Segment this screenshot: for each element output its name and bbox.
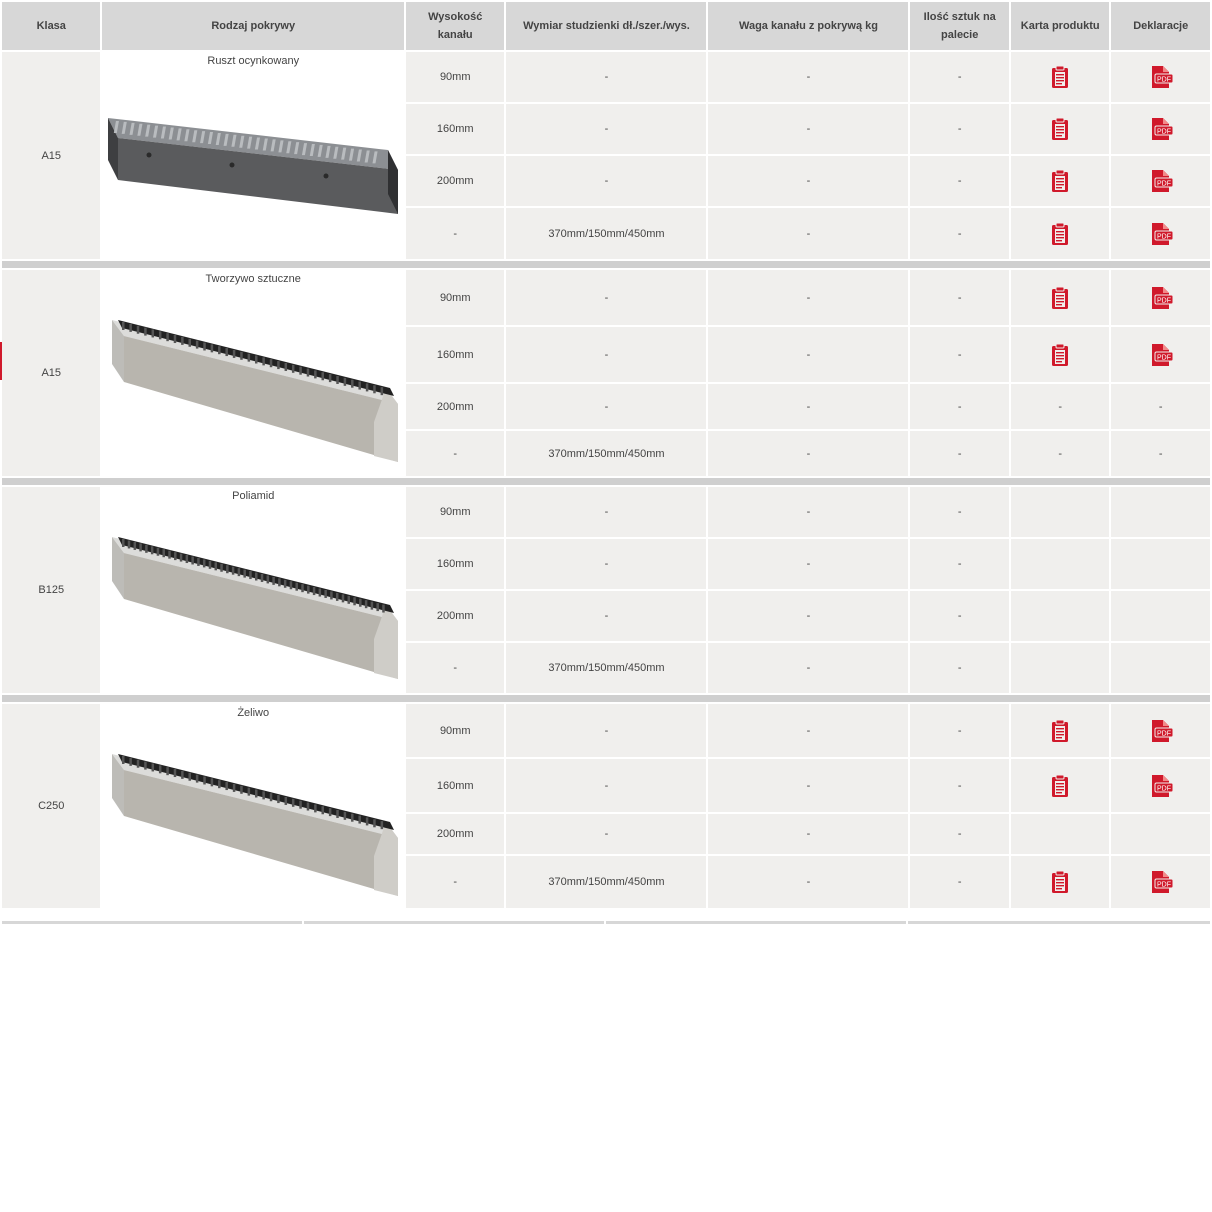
table-row [2, 270, 1210, 325]
pallet-qty-cell: - [910, 384, 1008, 429]
cover-cell [102, 487, 404, 693]
declaration-cell [1111, 591, 1210, 641]
channel-height-cell: - [406, 208, 504, 259]
dimensions-cell: - [506, 539, 706, 589]
dimensions-cell: - [506, 52, 706, 102]
dimensions-cell: - [506, 270, 706, 325]
weight-cell: - [708, 270, 908, 325]
pallet-qty-cell: - [910, 704, 1008, 757]
channel-height-cell: 200mm [406, 156, 504, 206]
pallet-qty-cell: - [910, 52, 1008, 102]
group-separator [2, 478, 1210, 485]
product-card-icon[interactable] [1050, 870, 1070, 894]
channel-height-cell: 160mm [406, 759, 504, 812]
product-card-icon[interactable] [1050, 169, 1070, 193]
product-card-cell [1011, 759, 1109, 812]
pallet-qty-cell: - [910, 643, 1008, 693]
pdf-icon[interactable] [1148, 719, 1174, 743]
channel-height-cell: 200mm [406, 384, 504, 429]
channel-height-cell: 160mm [406, 104, 504, 154]
col-karta-produktu: Karta produktu [1011, 2, 1109, 50]
product-card-icon[interactable] [1050, 343, 1070, 367]
dimensions-cell: - [506, 591, 706, 641]
pallet-qty-cell: - [910, 539, 1008, 589]
channel-height-cell: - [406, 431, 504, 476]
cover-type-label: Ruszt ocynkowany [207, 55, 300, 67]
weight-cell: - [708, 327, 908, 382]
col-ilosc-line1: Ilość sztuk na [923, 11, 996, 23]
weight-cell: - [708, 208, 908, 259]
klasa-cell: A15 [2, 52, 100, 259]
channel-height-cell: 90mm [406, 270, 504, 325]
pdf-icon[interactable] [1148, 169, 1174, 193]
declaration-cell: - [1111, 384, 1210, 429]
footer-divider [304, 921, 604, 924]
product-card-icon[interactable] [1050, 286, 1070, 310]
pallet-qty-cell: - [910, 156, 1008, 206]
declaration-cell [1111, 856, 1210, 908]
dimensions-cell: - [506, 327, 706, 382]
product-card-cell [1011, 208, 1109, 259]
footer-divider [908, 921, 1210, 924]
product-card-cell [1011, 52, 1109, 102]
weight-cell: - [708, 52, 908, 102]
declaration-cell [1111, 270, 1210, 325]
declaration-cell [1111, 208, 1210, 259]
pallet-qty-cell: - [910, 208, 1008, 259]
declaration-cell [1111, 759, 1210, 812]
dimensions-cell: 370mm/150mm/450mm [506, 431, 706, 476]
pallet-qty-cell: - [910, 431, 1008, 476]
pdf-icon[interactable] [1148, 117, 1174, 141]
cover-cell [102, 52, 404, 259]
product-card-cell [1011, 487, 1109, 537]
dimensions-cell: 370mm/150mm/450mm [506, 208, 706, 259]
weight-cell: - [708, 384, 908, 429]
col-waga: Waga kanału z pokrywą kg [708, 2, 908, 50]
dimensions-cell: - [506, 704, 706, 757]
channel-height-cell: 200mm [406, 814, 504, 854]
weight-cell: - [708, 591, 908, 641]
cover-type-label: Poliamid [232, 490, 275, 502]
drainage-channel-image [104, 302, 404, 475]
pdf-icon-label: PDF [1156, 354, 1171, 361]
separator-bar [2, 695, 1210, 702]
dimensions-cell: - [506, 104, 706, 154]
pallet-qty-cell: - [910, 591, 1008, 641]
footer-divider [2, 921, 302, 924]
pdf-icon-label: PDF [1156, 76, 1171, 84]
product-card-cell [1011, 814, 1109, 854]
klasa-cell: A15 [2, 270, 100, 476]
pallet-qty-cell: - [910, 759, 1008, 812]
pdf-icon-label: PDF [1156, 881, 1171, 889]
product-card-cell [1011, 156, 1109, 206]
product-card-cell: - [1011, 384, 1109, 429]
product-card-icon[interactable] [1050, 774, 1070, 798]
pallet-qty-cell: - [910, 814, 1008, 854]
pdf-icon[interactable] [1148, 343, 1174, 367]
channel-height-cell: 200mm [406, 591, 504, 641]
dimensions-cell: - [506, 487, 706, 537]
channel-height-cell: - [406, 856, 504, 908]
channel-height-cell: 90mm [406, 704, 504, 757]
weight-cell: - [708, 643, 908, 693]
declaration-cell [1111, 487, 1210, 537]
col-wymiar: Wymiar studzienki dł./szer./wys. [506, 2, 706, 50]
dimensions-cell: - [506, 384, 706, 429]
declaration-cell [1111, 814, 1210, 854]
pallet-qty-cell: - [910, 856, 1008, 908]
dimensions-cell: - [506, 759, 706, 812]
product-card-icon[interactable] [1050, 222, 1070, 246]
footer-divider [606, 921, 906, 924]
channel-height-cell: 90mm [406, 52, 504, 102]
dimensions-cell: - [506, 156, 706, 206]
col-deklaracje: Deklaracje [1111, 2, 1210, 50]
declaration-cell [1111, 104, 1210, 154]
pdf-icon-label: PDF [1156, 180, 1171, 188]
pdf-icon-label: PDF [1156, 297, 1171, 304]
header-row [2, 2, 1210, 50]
weight-cell: - [708, 539, 908, 589]
pallet-qty-cell: - [910, 327, 1008, 382]
product-card-cell [1011, 704, 1109, 757]
product-card-cell: - [1011, 431, 1109, 476]
cover-type-label: Tworzywo sztuczne [205, 273, 301, 285]
pallet-qty-cell: - [910, 270, 1008, 325]
weight-cell: - [708, 856, 908, 908]
pallet-qty-cell: - [910, 487, 1008, 537]
channel-height-cell: 160mm [406, 539, 504, 589]
product-card-cell [1011, 270, 1109, 325]
weight-cell: - [708, 431, 908, 476]
cover-cell [102, 270, 404, 476]
col-wysokosc-line1: Wysokość [428, 11, 483, 23]
product-card-icon[interactable] [1050, 117, 1070, 141]
dimensions-cell: - [506, 814, 706, 854]
product-card-cell [1011, 856, 1109, 908]
channel-height-cell: 160mm [406, 327, 504, 382]
separator-bar [2, 478, 1210, 485]
pdf-icon[interactable] [1148, 222, 1174, 246]
dimensions-cell: 370mm/150mm/450mm [506, 643, 706, 693]
pdf-icon-label: PDF [1156, 233, 1171, 240]
product-card-icon[interactable] [1050, 65, 1070, 89]
group-separator [2, 261, 1210, 268]
col-wysokosc [406, 2, 504, 50]
drainage-channel-image [104, 736, 404, 909]
product-card-cell [1011, 591, 1109, 641]
cover-type-label: Żeliwo [237, 707, 270, 719]
col-ilosc [910, 2, 1008, 50]
cover-cell [102, 704, 404, 908]
weight-cell: - [708, 704, 908, 757]
table-row [2, 704, 1210, 757]
separator-bar [2, 261, 1210, 268]
product-card-cell [1011, 539, 1109, 589]
pdf-icon[interactable] [1148, 286, 1174, 310]
pallet-qty-cell: - [910, 104, 1008, 154]
weight-cell: - [708, 156, 908, 206]
channel-height-cell: 90mm [406, 487, 504, 537]
channel-height-cell: - [406, 643, 504, 693]
pdf-icon[interactable] [1148, 870, 1174, 894]
klasa-cell: C250 [2, 704, 100, 908]
col-klasa: Klasa [2, 2, 100, 50]
table-row [2, 52, 1210, 102]
drainage-channel-image [104, 519, 404, 692]
col-rodzaj-pokrywy: Rodzaj pokrywy [102, 2, 404, 50]
product-card-cell [1011, 643, 1109, 693]
declaration-cell [1111, 52, 1210, 102]
dimensions-cell: 370mm/150mm/450mm [506, 856, 706, 908]
pdf-icon-label: PDF [1156, 730, 1171, 737]
declaration-cell [1111, 327, 1210, 382]
drainage-channel-image [104, 98, 404, 231]
weight-cell: - [708, 487, 908, 537]
product-card-icon[interactable] [1050, 719, 1070, 743]
product-card-cell [1011, 104, 1109, 154]
declaration-cell [1111, 539, 1210, 589]
declaration-cell [1111, 643, 1210, 693]
col-ilosc-line2: palecie [941, 29, 979, 41]
pdf-icon-label: PDF [1156, 785, 1171, 792]
weight-cell: - [708, 814, 908, 854]
group-separator [2, 695, 1210, 702]
pdf-icon[interactable] [1148, 65, 1174, 89]
pdf-icon[interactable] [1148, 774, 1174, 798]
product-card-cell [1011, 327, 1109, 382]
pdf-icon-label: PDF [1156, 128, 1171, 136]
weight-cell: - [708, 759, 908, 812]
col-wysokosc-line2: kanału [437, 29, 473, 41]
declaration-cell [1111, 704, 1210, 757]
declaration-cell: - [1111, 431, 1210, 476]
table-row [2, 487, 1210, 537]
klasa-cell: B125 [2, 487, 100, 693]
weight-cell: - [708, 104, 908, 154]
declaration-cell [1111, 156, 1210, 206]
